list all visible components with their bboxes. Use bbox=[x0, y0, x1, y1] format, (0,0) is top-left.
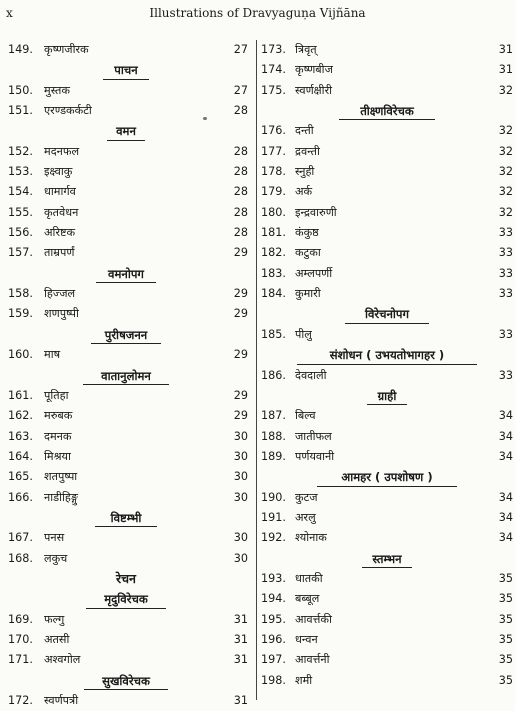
entry-number: 185. bbox=[261, 327, 286, 341]
section-heading bbox=[2, 569, 250, 589]
entry-number: 163. bbox=[8, 429, 33, 443]
entry-number: 198. bbox=[261, 673, 286, 687]
index-entry bbox=[2, 427, 250, 447]
index-entry bbox=[261, 203, 513, 223]
entry-name: मिश्रया bbox=[44, 449, 71, 463]
heading-underline bbox=[84, 689, 168, 690]
entry-name: इन्द्रवारुणी bbox=[295, 205, 337, 219]
entry-page: 29 bbox=[233, 348, 248, 362]
entry-page: 35 bbox=[498, 571, 513, 585]
heading-underline bbox=[362, 567, 412, 568]
section-heading bbox=[2, 60, 250, 80]
index-entry bbox=[261, 406, 513, 426]
entry-page: 28 bbox=[233, 144, 248, 158]
index-entry bbox=[261, 162, 513, 182]
entry-number: 166. bbox=[8, 490, 33, 504]
entry-name: अश्वगोल bbox=[44, 653, 81, 667]
section-heading-text: वमन bbox=[116, 124, 136, 139]
entry-number: 171. bbox=[8, 653, 33, 667]
section-heading bbox=[2, 671, 250, 691]
entry-number: 178. bbox=[261, 165, 286, 179]
entry-page: 34 bbox=[498, 449, 513, 463]
index-entry bbox=[2, 447, 250, 467]
index-entry bbox=[261, 447, 513, 467]
entry-page: 29 bbox=[233, 409, 248, 423]
entry-page: 27 bbox=[233, 83, 248, 97]
section-heading-text: पुरीषजनन bbox=[104, 327, 148, 342]
entry-number: 154. bbox=[8, 185, 33, 199]
entry-number: 168. bbox=[8, 551, 33, 565]
entry-name: बिल्व bbox=[295, 409, 316, 423]
entry-number: 169. bbox=[8, 612, 33, 626]
entry-name: द्रवन्ती bbox=[295, 144, 320, 158]
entry-name: पीलु bbox=[295, 327, 312, 341]
entry-number: 192. bbox=[261, 531, 286, 545]
entry-number: 170. bbox=[8, 632, 33, 646]
entry-page: 32 bbox=[498, 205, 513, 219]
entry-page: 35 bbox=[498, 612, 513, 626]
entry-number: 176. bbox=[261, 124, 286, 138]
entry-name: शमी bbox=[295, 673, 313, 687]
section-heading-text: संशोधन ( उभयतोभागहर ) bbox=[329, 348, 445, 363]
entry-number: 187. bbox=[261, 409, 286, 423]
entry-name: स्वर्णपत्री bbox=[44, 694, 79, 707]
entry-page: 34 bbox=[498, 490, 513, 504]
heading-underline bbox=[317, 486, 457, 487]
entry-name: स्नुही bbox=[295, 165, 315, 179]
section-heading bbox=[2, 264, 250, 284]
heading-underline bbox=[339, 119, 435, 120]
entry-number: 181. bbox=[261, 226, 286, 240]
section-heading-text: मृदुविरेचक bbox=[104, 592, 148, 607]
entry-number: 152. bbox=[8, 144, 33, 158]
section-heading-text: वमनोपग bbox=[108, 266, 144, 281]
entry-page: 28 bbox=[233, 104, 248, 118]
entry-name: अर्क bbox=[295, 185, 313, 199]
section-heading bbox=[261, 549, 513, 569]
index-entry bbox=[261, 427, 513, 447]
entry-name: नाडीहिङ्गु bbox=[44, 490, 78, 504]
entry-name: शतपुष्पा bbox=[44, 470, 78, 484]
index-entry bbox=[2, 488, 250, 508]
entry-name: अरिष्टक bbox=[44, 226, 76, 240]
index-entry bbox=[261, 630, 513, 650]
running-title: Illustrations of Dravyaguṇa Vijñāna bbox=[149, 6, 366, 20]
entry-number: 162. bbox=[8, 409, 33, 423]
entry-name: कुमारी bbox=[295, 287, 321, 301]
entry-number: 186. bbox=[261, 368, 286, 382]
index-entry bbox=[261, 264, 513, 284]
entry-number: 156. bbox=[8, 226, 33, 240]
index-entry bbox=[2, 304, 250, 324]
index-entry bbox=[2, 345, 250, 365]
entry-page: 30 bbox=[233, 449, 248, 463]
entry-page: 31 bbox=[498, 63, 513, 77]
entry-number: 191. bbox=[261, 510, 286, 524]
entry-name: ताम्रपर्णं bbox=[44, 246, 75, 260]
entry-page: 29 bbox=[233, 246, 248, 260]
index-entry bbox=[261, 60, 513, 80]
index-entry bbox=[2, 40, 250, 60]
entry-page: 28 bbox=[233, 226, 248, 240]
index-entry bbox=[261, 508, 513, 528]
index-entry bbox=[261, 650, 513, 670]
entry-page: 33 bbox=[498, 246, 513, 260]
entry-number: 150. bbox=[8, 83, 33, 97]
entry-name: कृतवेधन bbox=[44, 205, 79, 219]
index-entry bbox=[2, 101, 250, 121]
entry-page: 30 bbox=[233, 551, 248, 565]
section-heading-text: आमहर ( उपशोषण ) bbox=[341, 470, 433, 485]
entry-page: 30 bbox=[233, 470, 248, 484]
index-entry bbox=[261, 182, 513, 202]
entry-page: 31 bbox=[233, 632, 248, 646]
entry-number: 172. bbox=[8, 694, 33, 707]
entry-page: 34 bbox=[498, 531, 513, 545]
heading-underline bbox=[345, 323, 429, 324]
entry-page: 34 bbox=[498, 510, 513, 524]
index-entry bbox=[261, 325, 513, 345]
entry-page: 31 bbox=[233, 694, 248, 707]
heading-underline bbox=[96, 282, 156, 283]
entry-name: शणपुष्पी bbox=[44, 307, 79, 321]
section-heading bbox=[261, 386, 513, 406]
entry-name: पनस bbox=[44, 531, 65, 545]
section-heading-text: विष्टम्भी bbox=[110, 510, 142, 525]
entry-page: 33 bbox=[498, 266, 513, 280]
entry-page: 32 bbox=[498, 83, 513, 97]
index-entry bbox=[261, 121, 513, 141]
entry-number: 151. bbox=[8, 104, 33, 118]
entry-number: 190. bbox=[261, 490, 286, 504]
entry-name: एरण्डकर्कटी bbox=[44, 104, 92, 118]
entry-name: कुटज bbox=[295, 490, 318, 504]
index-entry bbox=[261, 569, 513, 589]
entry-name: धन्वन bbox=[295, 632, 318, 646]
index-entry bbox=[261, 528, 513, 548]
entry-number: 189. bbox=[261, 449, 286, 463]
entry-name: श्योनाक bbox=[295, 531, 327, 545]
section-heading-text: स्तम्भन bbox=[372, 551, 402, 566]
entry-number: 159. bbox=[8, 307, 33, 321]
entry-number: 167. bbox=[8, 531, 33, 545]
heading-underline bbox=[103, 79, 149, 80]
index-entry bbox=[261, 366, 513, 386]
entry-page: 27 bbox=[233, 43, 248, 56]
entry-number: 194. bbox=[261, 592, 286, 606]
index-entry bbox=[2, 650, 250, 670]
index-entry bbox=[2, 630, 250, 650]
entry-name: त्रिवृत् bbox=[295, 43, 317, 56]
index-entry bbox=[261, 589, 513, 609]
entry-name: मरुबक bbox=[44, 409, 73, 423]
entry-name: कंकुष्ठ bbox=[295, 226, 319, 240]
entry-page: 30 bbox=[233, 531, 248, 545]
entry-number: 177. bbox=[261, 144, 286, 158]
entry-number: 180. bbox=[261, 205, 286, 219]
entry-page: 35 bbox=[498, 673, 513, 687]
heading-underline bbox=[297, 364, 477, 365]
page-header bbox=[0, 6, 515, 24]
entry-page: 31 bbox=[498, 43, 513, 56]
entry-page: 35 bbox=[498, 653, 513, 667]
entry-page: 29 bbox=[233, 307, 248, 321]
section-heading bbox=[2, 366, 250, 386]
heading-underline bbox=[107, 140, 145, 141]
section-heading bbox=[2, 508, 250, 528]
section-heading-text: सुखविरेचक bbox=[102, 673, 150, 688]
entry-name: अतसी bbox=[44, 632, 70, 646]
index-entry bbox=[261, 40, 513, 60]
entry-name: हिज्जल bbox=[44, 287, 76, 301]
entry-number: 179. bbox=[261, 185, 286, 199]
section-heading bbox=[261, 467, 513, 487]
entry-name: आवर्त्तकी bbox=[295, 612, 332, 626]
index-entry bbox=[261, 142, 513, 162]
entry-number: 173. bbox=[261, 43, 286, 56]
entry-number: 195. bbox=[261, 612, 286, 626]
entry-page: 33 bbox=[498, 327, 513, 341]
section-heading-text: पाचन bbox=[114, 63, 138, 78]
index-entry bbox=[2, 610, 250, 630]
entry-page: 28 bbox=[233, 185, 248, 199]
section-heading bbox=[2, 121, 250, 141]
section-heading-text: ग्राही bbox=[377, 388, 397, 403]
entry-page: 28 bbox=[233, 205, 248, 219]
entry-name: अम्लपर्णी bbox=[295, 266, 333, 280]
entry-name: अरलु bbox=[295, 510, 316, 524]
entry-name: जातीफल bbox=[295, 429, 332, 443]
entry-name: लकुच bbox=[44, 551, 68, 565]
index-column-left bbox=[2, 40, 250, 711]
entry-name: स्वर्णक्षीरी bbox=[295, 83, 333, 97]
entry-name: माष bbox=[44, 348, 61, 362]
entry-page: 30 bbox=[233, 429, 248, 443]
entry-name: मदनफल bbox=[44, 144, 80, 158]
entry-page: 34 bbox=[498, 429, 513, 443]
index-entry bbox=[2, 81, 250, 101]
entry-number: 183. bbox=[261, 266, 286, 280]
entry-page: 32 bbox=[498, 185, 513, 199]
entry-page: 31 bbox=[233, 612, 248, 626]
entry-page: 35 bbox=[498, 632, 513, 646]
section-heading bbox=[2, 325, 250, 345]
index-entry bbox=[2, 182, 250, 202]
entry-name: कृष्णजीरक bbox=[44, 43, 89, 56]
entry-name: दमनक bbox=[44, 429, 72, 443]
entry-number: 174. bbox=[261, 63, 286, 77]
entry-page: 32 bbox=[498, 124, 513, 138]
entry-page: 35 bbox=[498, 592, 513, 606]
entry-number: 164. bbox=[8, 449, 33, 463]
entry-page: 33 bbox=[498, 368, 513, 382]
entry-page: 33 bbox=[498, 226, 513, 240]
index-entry bbox=[2, 406, 250, 426]
entry-number: 149. bbox=[8, 43, 33, 56]
index-entry bbox=[2, 142, 250, 162]
entry-number: 184. bbox=[261, 287, 286, 301]
heading-underline bbox=[91, 343, 161, 344]
entry-name: बब्बूल bbox=[295, 592, 320, 606]
index-entry bbox=[2, 203, 250, 223]
column-divider bbox=[256, 40, 257, 700]
print-speck bbox=[203, 117, 207, 120]
entry-page: 30 bbox=[233, 490, 248, 504]
entry-page: 34 bbox=[498, 409, 513, 423]
section-heading bbox=[261, 345, 513, 365]
entry-name: धातकी bbox=[295, 571, 323, 585]
entry-number: 188. bbox=[261, 429, 286, 443]
entry-name: पूतिहा bbox=[44, 388, 69, 402]
page-number: x bbox=[6, 6, 13, 20]
index-column-right bbox=[261, 40, 513, 691]
entry-number: 196. bbox=[261, 632, 286, 646]
entry-number: 182. bbox=[261, 246, 286, 260]
entry-name: फल्गु bbox=[44, 612, 65, 626]
entry-page: 32 bbox=[498, 144, 513, 158]
entry-number: 175. bbox=[261, 83, 286, 97]
entry-number: 193. bbox=[261, 571, 286, 585]
entry-page: 28 bbox=[233, 165, 248, 179]
section-heading-text: वातानुलोमन bbox=[101, 368, 151, 383]
section-heading-text: विरेचनोपग bbox=[364, 307, 410, 322]
entry-page: 29 bbox=[233, 287, 248, 301]
entry-number: 155. bbox=[8, 205, 33, 219]
heading-underline bbox=[95, 526, 157, 527]
entry-name: आवर्त्तनी bbox=[295, 653, 330, 667]
entry-page: 31 bbox=[233, 653, 248, 667]
index-entry bbox=[261, 284, 513, 304]
entry-page: 29 bbox=[233, 388, 248, 402]
entry-number: 160. bbox=[8, 348, 33, 362]
index-entry bbox=[2, 162, 250, 182]
entry-name: दन्ती bbox=[295, 124, 314, 138]
entry-name: मुस्तक bbox=[44, 83, 71, 97]
entry-page: 32 bbox=[498, 165, 513, 179]
section-heading-text: रेचन bbox=[116, 570, 136, 586]
index-entry bbox=[261, 81, 513, 101]
entry-number: 158. bbox=[8, 287, 33, 301]
entry-number: 197. bbox=[261, 653, 286, 667]
index-entry bbox=[2, 528, 250, 548]
index-entry bbox=[2, 467, 250, 487]
heading-underline bbox=[367, 404, 407, 405]
heading-underline bbox=[83, 384, 169, 385]
section-heading-text: तीक्ष्णविरेचक bbox=[360, 104, 414, 119]
index-entry bbox=[2, 549, 250, 569]
index-entry bbox=[261, 671, 513, 691]
index-entry bbox=[261, 610, 513, 630]
entry-page: 33 bbox=[498, 287, 513, 301]
entry-number: 153. bbox=[8, 165, 33, 179]
index-entry bbox=[261, 223, 513, 243]
entry-name: देवदाली bbox=[295, 368, 327, 382]
entry-number: 165. bbox=[8, 470, 33, 484]
entry-number: 161. bbox=[8, 388, 33, 402]
entry-number: 157. bbox=[8, 246, 33, 260]
entry-name: पर्णयवानी bbox=[295, 449, 335, 463]
index-entry bbox=[261, 488, 513, 508]
entry-name: इक्ष्वाकु bbox=[44, 165, 73, 179]
index-entry bbox=[261, 243, 513, 263]
entry-name: कटुका bbox=[295, 246, 321, 260]
index-entry bbox=[2, 284, 250, 304]
entry-name: धामार्गव bbox=[44, 185, 76, 199]
section-heading bbox=[261, 101, 513, 121]
index-entry bbox=[2, 386, 250, 406]
index-entry bbox=[2, 243, 250, 263]
entry-name: कृष्णबीज bbox=[295, 63, 333, 77]
index-entry bbox=[2, 223, 250, 243]
section-heading bbox=[2, 589, 250, 609]
index-entry bbox=[2, 691, 250, 711]
heading-underline bbox=[86, 608, 166, 609]
section-heading bbox=[261, 304, 513, 324]
